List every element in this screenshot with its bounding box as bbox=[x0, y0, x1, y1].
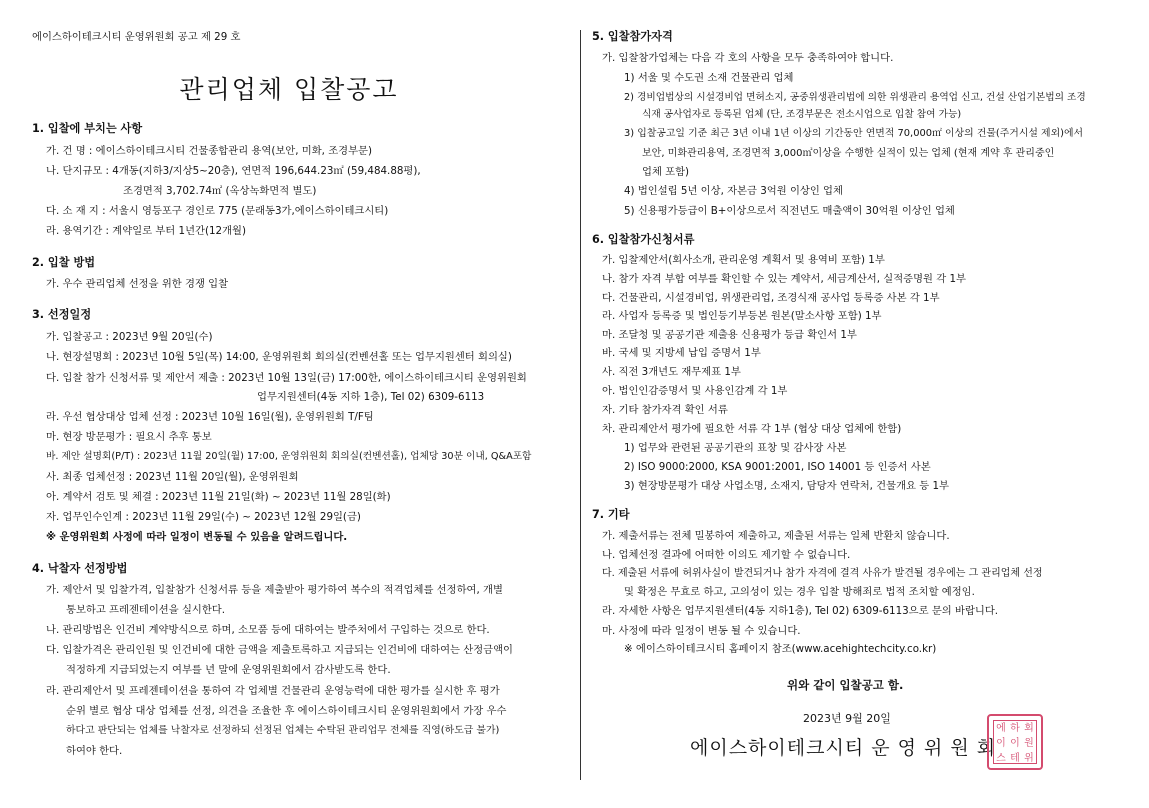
section-7-heading: 7. 기타 bbox=[592, 508, 630, 521]
s4-line: 순위 별로 협상 대상 업체를 선정, 의견을 조율한 후 에이스하이테크시티 운영위원회에서 가장 우수 bbox=[66, 705, 507, 717]
s5-line: 보안, 미화관리용역, 조경면적 3,000㎡이상을 수행한 실적이 있는 업체 (현재 계약 후 관리중인 bbox=[642, 148, 1055, 159]
s6-line: 라. 사업자 등록증 및 법인등기부등본 원본(말소사항 포함) 1부 bbox=[602, 310, 882, 322]
s5-line: 4) 법인설립 5년 이상, 자본금 3억원 이상인 업체 bbox=[624, 185, 843, 197]
s5-line: 1) 서울 및 수도권 소재 건물관리 업체 bbox=[624, 72, 794, 84]
closing-statement: 위와 같이 입찰공고 함. bbox=[787, 678, 904, 692]
s6-line: 다. 건물관리, 시설경비업, 위생관리업, 조경식재 공사업 등록증 사본 각 1부 bbox=[602, 292, 940, 304]
s4-line: 통보하고 프레젠테이션을 실시한다. bbox=[66, 604, 226, 616]
s6-line: 1) 업무와 관련된 공공기관의 표창 및 감사장 사본 bbox=[624, 442, 847, 454]
s3-line: 라. 우선 협상대상 업체 선정 : 2023년 10월 16일(월), 운영위원회 T/F팀 bbox=[46, 411, 374, 423]
seal-char: 원 bbox=[1024, 738, 1034, 749]
s1-line: 조경면적 3,702.74㎡ (옥상녹화면적 별도) bbox=[123, 185, 317, 197]
seal-char: 회 bbox=[1024, 723, 1034, 734]
s4-line: 나. 관리방법은 인건비 계약방식으로 하며, 소모품 등에 대하여는 발주처에서 구입하는 것으로 한다. bbox=[46, 624, 490, 636]
s6-line: 바. 국세 및 지방세 납입 증명서 1부 bbox=[602, 347, 761, 359]
section-5-heading: 5. 입찰참가자격 bbox=[592, 30, 673, 43]
seal-char: 위 bbox=[1024, 753, 1034, 764]
notice-date: 2023년 9월 20일 bbox=[803, 712, 891, 725]
s4-line: 가. 제안서 및 입찰가격, 입찰참가 신청서류 등을 제출받아 평가하여 복수의 적격업체를 선정하여, 개별 bbox=[46, 584, 503, 596]
s1-line: 라. 용역기간 : 계약일로 부터 1년간(12개월) bbox=[46, 225, 246, 237]
section-4-heading: 4. 낙찰자 선정방법 bbox=[32, 562, 128, 575]
s3-line: 마. 현장 방문평가 : 필요시 추후 통보 bbox=[46, 431, 212, 443]
section-3-heading: 3. 선정일정 bbox=[32, 308, 92, 321]
s3-line: 가. 입찰공고 : 2023년 9월 20일(수) bbox=[46, 331, 213, 343]
s4-line: 하다고 판단되는 업체를 낙찰자로 선정하되 선정된 업체는 수탁된 관리업무 전체를 직영(하도급 불가) bbox=[66, 725, 500, 736]
s7-line: 및 확정은 무효로 하고, 고의성이 있는 경우 입찰 방해죄로 법적 조치할 예정임. bbox=[624, 586, 975, 598]
s4-line: 하여야 한다. bbox=[66, 745, 123, 757]
s6-line: 마. 조달청 및 공공기관 제출용 신용평가 등급 확인서 1부 bbox=[602, 329, 857, 341]
s1-line: 다. 소 재 지 : 서울시 영등포구 경인로 775 (문래동3가,에이스하이테크시티) bbox=[46, 205, 389, 217]
seal-char: 하 bbox=[1010, 723, 1020, 734]
section-2-heading: 2. 입찰 방법 bbox=[32, 256, 96, 269]
section-6-heading: 6. 입찰참가신청서류 bbox=[592, 233, 695, 246]
s3-line: 업무지원센터(4동 지하 1층), Tel 02) 6309-6113 bbox=[257, 391, 485, 403]
s3-line: 사. 최종 업체선정 : 2023년 11월 20일(월), 운영위원회 bbox=[46, 471, 299, 483]
s3-line: 다. 입찰 참가 신청서류 및 제안서 제출 : 2023년 10월 13일(금) 17:00한, 에이스하이테크시티 운영위원회 bbox=[46, 372, 527, 384]
seal-char: 테 bbox=[1010, 753, 1020, 764]
s4-line: 다. 입찰가격은 관리인원 및 인건비에 대한 금액을 제출토록하고 지급되는 인건비에 대하여는 산정금액이 bbox=[46, 644, 513, 656]
seal-char: 에 bbox=[996, 723, 1006, 734]
official-seal bbox=[987, 714, 1043, 770]
s7-line: 라. 자세한 사항은 업무지원센터(4동 지하1층), Tel 02) 6309-6113으로 문의 바랍니다. bbox=[602, 605, 999, 617]
s5-line: 3) 입찰공고일 기준 최근 3년 이내 1년 이상의 기간동안 연면적 70,000㎡ 이상의 건물(주거시설 제외)에서 bbox=[624, 128, 1084, 139]
s7-line: ※ 에이스하이테크시티 홈페이지 참조(www.acehightechcity.co.kr) bbox=[624, 643, 937, 655]
section-1-heading: 1. 입찰에 부치는 사항 bbox=[32, 122, 143, 135]
s3-note: ※ 운영위원회 사정에 따라 일정이 변동될 수 있음을 알려드립니다. bbox=[46, 531, 348, 543]
s6-line: 사. 직전 3개년도 재무제표 1부 bbox=[602, 366, 741, 378]
s5-line: 식재 공사업자로 등록된 업체 (단, 조경부문은 전소시업으로 입찰 참여 가능) bbox=[642, 109, 962, 120]
page-title: 관리업체 입찰공고 bbox=[179, 75, 399, 104]
seal-char: 이 bbox=[1010, 738, 1020, 749]
s7-line: 다. 제출된 서류에 허위사실이 발견되거나 참가 자격에 결격 사유가 발견될 경우에는 그 관리업체 선정 bbox=[602, 568, 1043, 579]
s6-line: 3) 현장방문평가 대상 사업소명, 소재지, 담당자 연락처, 건물개요 등 1부 bbox=[624, 480, 949, 492]
s5-line: 2) 경비업법상의 시설경비업 면허소지, 공중위생관리법에 의한 위생관리 용역업 신고, 건설 산업기본법의 조경 bbox=[624, 92, 1086, 103]
seal-characters bbox=[993, 720, 1037, 764]
s1-line: 나. 단지규모 : 4개동(지하3/지상5~20층), 연면적 196,644.23㎡ (59,484.88평), bbox=[46, 165, 421, 177]
s6-line: 아. 법인인감증명서 및 사용인감계 각 1부 bbox=[602, 385, 788, 397]
s5-line: 가. 입찰참가업체는 다음 각 호의 사항을 모두 충족하여야 합니다. bbox=[602, 52, 894, 64]
s4-line: 라. 관리제안서 및 프레젠테이션을 통하여 각 업체별 건물관리 운영능력에 대한 평가를 실시한 후 평가 bbox=[46, 685, 500, 697]
s3-line: 바. 제안 설명회(P/T) : 2023년 11월 20일(월) 17:00, 운영위원회 회의실(컨벤션홀), 업체당 30분 이내, Q&A포함 bbox=[46, 451, 532, 462]
s1-line: 가. 건 명 : 에이스하이테크시티 건물종합관리 용역(보안, 미화, 조경부문) bbox=[46, 145, 373, 157]
s5-line: 업체 포함) bbox=[642, 166, 690, 178]
notice-number: 에이스하이테크시티 운영위원회 공고 제 29 호 bbox=[32, 31, 241, 43]
seal-char: 스 bbox=[996, 753, 1006, 764]
s7-line: 나. 업체선정 결과에 어떠한 이의도 제기할 수 없습니다. bbox=[602, 549, 851, 561]
column-divider bbox=[580, 30, 581, 780]
s6-line: 자. 기타 참가자격 확인 서류 bbox=[602, 404, 728, 416]
s6-line: 가. 입찰제안서(회사소개, 관리운영 계획서 및 용역비 포함) 1부 bbox=[602, 254, 885, 266]
s3-line: 나. 현장설명회 : 2023년 10월 5일(목) 14:00, 운영위원회 회의실(컨벤션홀 또는 업무지원센터 회의실) bbox=[46, 351, 512, 363]
s3-line: 자. 업무인수인계 : 2023년 11월 29일(수) ~ 2023년 12월 29일(금) bbox=[46, 511, 361, 523]
s2-line: 가. 우수 관리업체 선정을 위한 경쟁 입찰 bbox=[46, 278, 229, 290]
s4-line: 적정하게 지급되었는지 여부를 년 말에 운영위원회에서 감사받도록 한다. bbox=[66, 664, 391, 676]
s3-line: 아. 계약서 검토 및 체결 : 2023년 11월 21일(화) ~ 2023년 11월 28일(화) bbox=[46, 491, 391, 503]
seal-char: 이 bbox=[996, 738, 1006, 749]
s6-line: 나. 참가 자격 부합 여부를 확인할 수 있는 계약서, 세금계산서, 실적증명원 각 1부 bbox=[602, 273, 966, 285]
issuer-name: 에이스하이테크시티 운 영 위 원 회 bbox=[690, 737, 997, 759]
s7-line: 마. 사정에 따라 일정이 변동 될 수 있습니다. bbox=[602, 625, 801, 637]
s6-line: 차. 관리제안서 평가에 필요한 서류 각 1부 (협상 대상 업체에 한함) bbox=[602, 423, 902, 435]
s6-line: 2) ISO 9000:2000, KSA 9001:2001, ISO 14001 등 인증서 사본 bbox=[624, 461, 931, 473]
s5-line: 5) 신용평가등급이 B+이상으로서 직전년도 매출액이 30억원 이상인 업체 bbox=[624, 205, 955, 217]
s7-line: 가. 제출서류는 전체 밀봉하여 제출하고, 제출된 서류는 일체 반환치 않습니다. bbox=[602, 530, 950, 542]
